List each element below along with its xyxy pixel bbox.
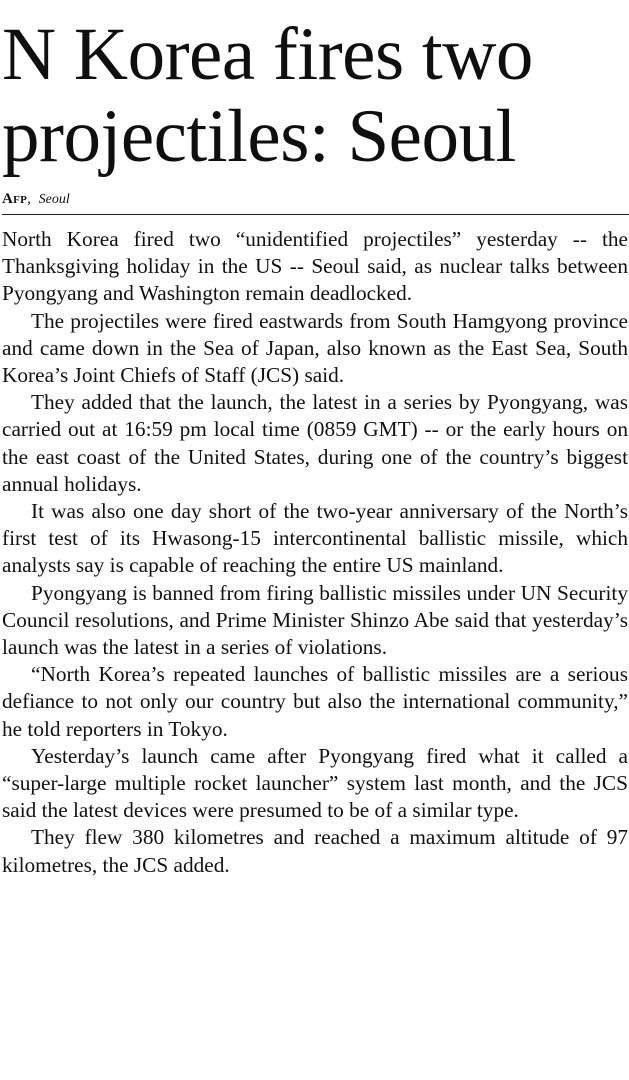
paragraph: They added that the launch, the latest in a series by Pyongyang, was carried out at 16:59 pm local time (0859 GMT) -- or the early hours on the east coast of the United States, during one of the country’s biggest annual holidays. <box>2 390 628 496</box>
byline-agency: Afp <box>2 191 28 207</box>
paragraph: “North Korea’s repeated launches of ballistic missiles are a serious defiance to not only our country but also the international community,” he told reporters in Tokyo. <box>2 662 628 741</box>
paragraph: Pyongyang is banned from firing ballistic missiles under UN Security Council resolutions, and Prime Minister Shinzo Abe said that yesterday’s launch was the latest in a series of violations. <box>2 580 628 660</box>
headline <box>2 0 629 178</box>
paragraph: North Korea fired two “unidentified projectiles” yesterday -- the Thanksgiving holiday in the US -- Seoul said, as nuclear talks between Pyongyang and Washington remain deadlocked. <box>2 227 628 306</box>
paragraph: The projectiles were fired eastwards from South Hamgyong province and came down in the Sea of Japan, also known as the East Sea, South Korea’s Joint Chiefs of Staff (JCS) said. <box>2 308 628 388</box>
paragraph: They flew 380 kilometres and reached a maximum altitude of 97 kilometres, the JCS added. <box>2 825 628 877</box>
byline-dateline: Seoul <box>38 192 70 207</box>
headline-line-2: projectiles: Seoul <box>2 95 516 178</box>
paragraph: It was also one day short of the two-year anniversary of the North’s first test of its Hwasong-15 intercontinental ballistic missile, which analysts say is capable of reaching the entire US mainland. <box>2 499 628 578</box>
article-body <box>2 226 628 879</box>
byline-divider <box>2 214 629 215</box>
headline-line-1: N Korea fires two <box>2 13 533 96</box>
paragraph: Yesterday’s launch came after Pyongyang fired what it called a “super-large multiple rocket launcher” system last month, and the JCS said the latest devices were presumed to be of a similar type. <box>2 743 628 823</box>
byline <box>2 188 629 210</box>
byline-separator: , <box>27 191 31 207</box>
